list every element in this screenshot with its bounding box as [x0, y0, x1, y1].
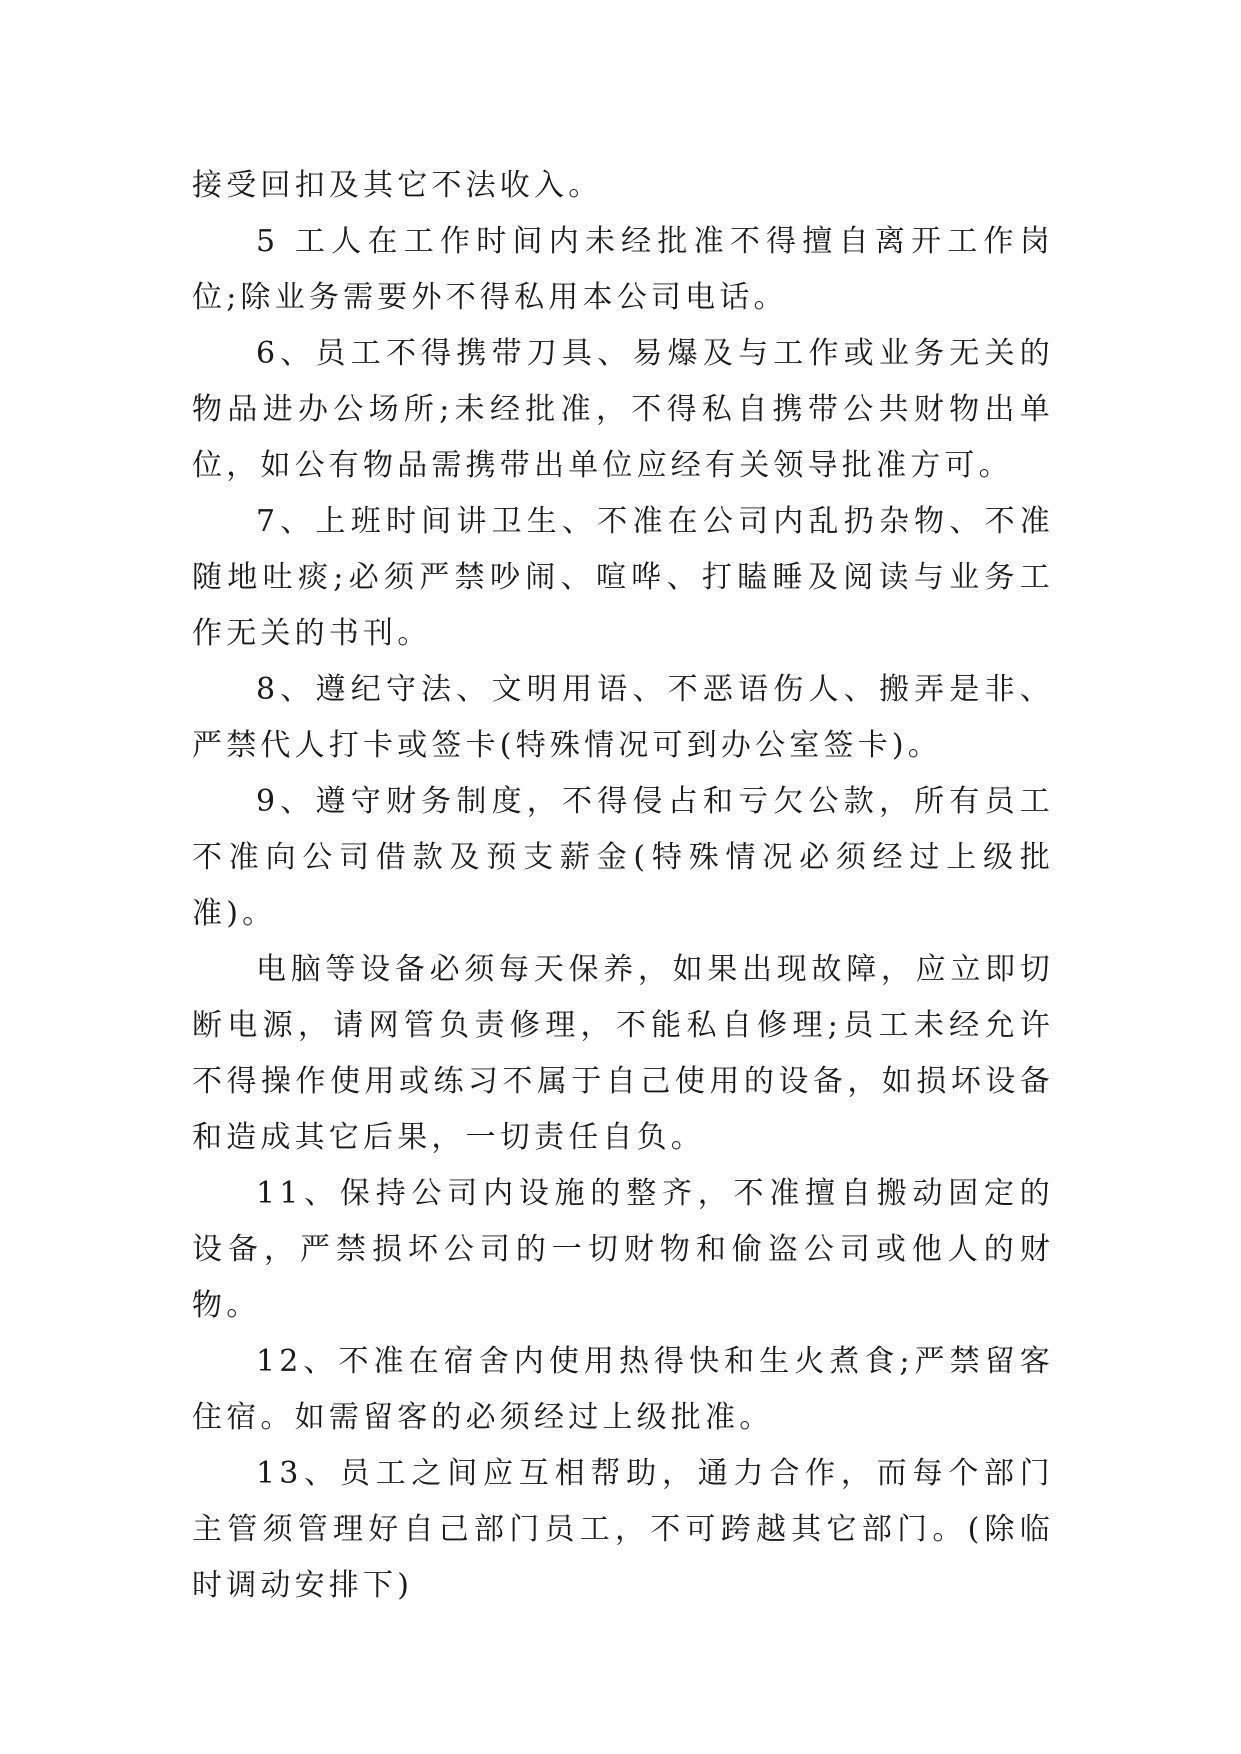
document-body: [192, 158, 1054, 1614]
paragraph-rule-11: 11、保持公司内设施的整齐，不准擅自搬动固定的设备，严禁损坏公司的一切财物和偷盗公司或他人的财物。: [192, 1176, 1054, 1323]
paragraph-equipment: 电脑等设备必须每天保养，如果出现故障，应立即切断电源，请网管负责修理，不能私自修理;员工未经允许不得操作使用或练习不属于自己使用的设备，如损坏设备和造成其它后果，一切责任自负。: [192, 952, 1054, 1155]
paragraph-continuation: 接受回扣及其它不法收入。: [192, 168, 603, 203]
paragraph-rule-8: 8、遵纪守法、文明用语、不恶语伤人、搬弄是非、严禁代人打卡或签卡(特殊情况可到办公室签卡)。: [192, 672, 1054, 763]
paragraph-rule-5: 5 工人在工作时间内未经批准不得擅自离开工作岗位;除业务需要外不得私用本公司电话。: [192, 224, 1054, 315]
paragraph-rule-13: 13、员工之间应互相帮助，通力合作，而每个部门主管须管理好自己部门员工，不可跨越其它部门。(除临时调动安排下): [192, 1456, 1054, 1603]
paragraph-rule-7: 7、上班时间讲卫生、不准在公司内乱扔杂物、不准随地吐痰;必须严禁吵闹、喧哗、打瞌睡及阅读与业务工作无关的书刊。: [192, 504, 1054, 651]
paragraph-rule-9: 9、遵守财务制度，不得侵占和亏欠公款，所有员工不准向公司借款及预支薪金(特殊情况必须经过上级批准)。: [192, 784, 1054, 931]
paragraph-rule-12: 12、不准在宿舍内使用热得快和生火煮食;严禁留客住宿。如需留客的必须经过上级批准。: [192, 1344, 1054, 1435]
paragraph-rule-6: 6、员工不得携带刀具、易爆及与工作或业务无关的物品进办公场所;未经批准，不得私自携带公共财物出单位，如公有物品需携带出单位应经有关领导批准方可。: [192, 336, 1054, 483]
